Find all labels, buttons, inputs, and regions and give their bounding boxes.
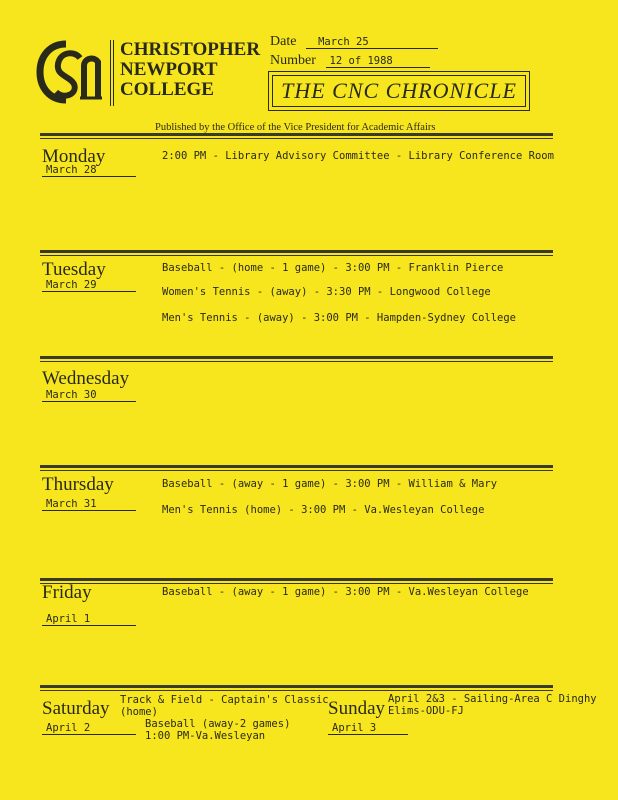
day-monday: Monday — [42, 146, 106, 167]
college-name-line1: CHRISTOPHER — [120, 39, 261, 60]
number-label: Number — [270, 53, 316, 68]
date-friday: April 1 — [42, 613, 136, 626]
chronicle-title: THE CNC CHRONICLE — [281, 78, 517, 103]
divider-wednesday — [40, 356, 553, 362]
event-sunday-line2: Elims-ODU-FJ — [388, 705, 464, 717]
divider-friday — [40, 578, 553, 584]
event-thursday-1: Baseball - (away - 1 game) - 3:00 PM - William & Mary — [162, 478, 498, 490]
chronicle-title-box — [268, 71, 530, 111]
date-tuesday: March 29 — [42, 279, 136, 292]
event-saturday-2-line1: Baseball (away-2 games) — [145, 718, 291, 730]
college-logo — [36, 38, 108, 106]
date-monday: March 28 — [42, 164, 136, 177]
event-saturday-2-line2: 1:00 PM-Va.Wesleyan — [145, 730, 266, 742]
date-value: March 25 — [306, 36, 438, 49]
published-by: Published by the Office of the Vice President for Academic Affairs — [155, 122, 436, 133]
divider-monday — [40, 133, 553, 139]
day-saturday: Saturday — [42, 698, 110, 719]
event-sunday-line1: April 2&3 - Sailing-Area C Dinghy — [388, 693, 597, 705]
event-friday-1: Baseball - (away - 1 game) - 3:00 PM - Va.Wesleyan College — [162, 586, 529, 598]
logo-divider-2 — [113, 40, 114, 106]
college-name-line3: COLLEGE — [120, 79, 214, 100]
college-name — [120, 40, 260, 100]
day-thursday: Thursday — [42, 474, 114, 495]
date-saturday: April 2 — [42, 722, 136, 735]
event-saturday-1-line2: (home) — [120, 706, 158, 718]
event-thursday-2: Men's Tennis (home) - 3:00 PM - Va.Wesleyan College — [162, 504, 485, 516]
event-tuesday-2: Women's Tennis - (away) - 3:30 PM - Longwood College — [162, 286, 491, 298]
number-value: 12 of 1988 — [326, 55, 430, 68]
event-tuesday-3: Men's Tennis - (away) - 3:00 PM - Hampden-Sydney College — [162, 312, 517, 324]
event-monday-1: 2:00 PM - Library Advisory Committee - Library Conference Room — [162, 150, 554, 162]
divider-weekend — [40, 685, 553, 691]
divider-tuesday — [40, 250, 553, 256]
date-thursday: March 31 — [42, 498, 136, 511]
date-label: Date — [270, 34, 297, 49]
event-saturday-1-line1: Track & Field - Captain's Classic — [120, 694, 329, 706]
event-tuesday-1: Baseball - (home - 1 game) - 3:00 PM - Franklin Pierce — [162, 262, 504, 274]
day-tuesday: Tuesday — [42, 259, 106, 280]
college-name-line2: NEWPORT — [120, 59, 218, 80]
day-wednesday: Wednesday — [42, 368, 130, 389]
number-row — [270, 49, 430, 69]
logo-divider — [110, 40, 111, 106]
date-row — [270, 30, 438, 50]
day-sunday: Sunday — [328, 698, 385, 719]
date-wednesday: March 30 — [42, 389, 136, 402]
day-friday: Friday — [42, 582, 92, 603]
date-sunday: April 3 — [328, 722, 408, 735]
divider-thursday — [40, 465, 553, 471]
